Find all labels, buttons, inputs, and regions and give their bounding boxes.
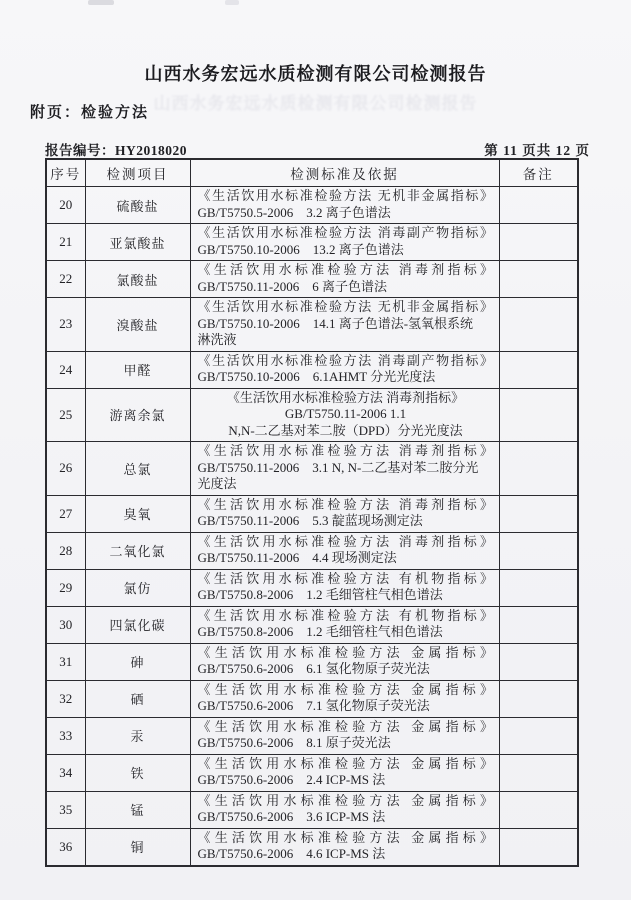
- table-row: [46, 187, 578, 224]
- table-header-row: [46, 159, 578, 187]
- row-number: 28: [46, 532, 85, 569]
- remark-cell: [499, 569, 578, 606]
- standard-line: GB/T5750.10-2006 6.1AHMT 分光光度法: [197, 369, 436, 384]
- standard-line: 《生活饮用水标准检验方法 无机非金属指标》: [197, 188, 494, 203]
- remark-cell: [499, 224, 578, 261]
- col-header-remark: 备注: [499, 159, 578, 187]
- standard-line: 《生活饮用水标准检验方法 有机物指标》: [197, 570, 494, 586]
- table-row: [46, 717, 578, 754]
- remark-cell: [499, 754, 578, 791]
- remark-cell: [499, 442, 578, 496]
- remark-cell: [499, 298, 578, 352]
- standard-line: 《生活饮用水标准检验方法 消毒剂指标》: [197, 496, 494, 512]
- standard-line: 《生活饮用水标准检验方法 金属指标》: [197, 829, 494, 845]
- standard-line: GB/T5750.6-2006 6.1 氢化物原子荧光法: [197, 661, 430, 676]
- remark-cell: [499, 717, 578, 754]
- remark-cell: [499, 351, 578, 388]
- remark-cell: [499, 532, 578, 569]
- table-row: [46, 261, 578, 298]
- table-row: [46, 532, 578, 569]
- standard-line: 《生活饮用水标准检验方法 消毒剂指标》: [197, 443, 494, 458]
- test-item: 甲醛: [85, 351, 190, 388]
- standard-basis: [190, 532, 499, 569]
- standard-basis: [190, 754, 499, 791]
- standard-line: 《生活饮用水标准检验方法 金属指标》: [197, 681, 494, 697]
- scan-artifact: [88, 0, 114, 5]
- standard-line: 《生活饮用水标准检验方法 金属指标》: [197, 792, 494, 808]
- test-item: 砷: [85, 643, 190, 680]
- table-row: [46, 680, 578, 717]
- table-row: [46, 351, 578, 388]
- remark-cell: [499, 643, 578, 680]
- table-row: [46, 224, 578, 261]
- standard-basis: [190, 791, 499, 828]
- standard-basis: [190, 261, 499, 298]
- standard-line: 光度法: [197, 476, 237, 491]
- row-number: 36: [46, 828, 85, 866]
- table-row: [46, 606, 578, 643]
- standard-line: 淋洗液: [197, 332, 237, 347]
- standard-line: GB/T5750.11-2006 1.1: [284, 406, 407, 421]
- test-item: 铁: [85, 754, 190, 791]
- remark-cell: [499, 187, 578, 224]
- row-number: 26: [46, 442, 85, 496]
- col-header-seq: 序号: [46, 159, 85, 187]
- standard-basis: [190, 569, 499, 606]
- standard-line: 《生活饮用水标准检验方法 消毒剂指标》: [226, 389, 465, 405]
- standard-line: 《生活饮用水标准检验方法 金属指标》: [197, 718, 494, 734]
- standard-basis: [190, 717, 499, 754]
- remark-cell: [499, 388, 578, 442]
- test-item: 亚氯酸盐: [85, 224, 190, 261]
- test-item: 氯酸盐: [85, 261, 190, 298]
- test-item: 铜: [85, 828, 190, 866]
- standard-line: 《生活饮用水标准检验方法 有机物指标》: [197, 607, 494, 623]
- standard-line: 《生活饮用水标准检验方法 金属指标》: [197, 644, 494, 660]
- page-indicator: 第 11 页共 12 页: [484, 143, 590, 158]
- test-item: 硒: [85, 680, 190, 717]
- page-title: 山西水务宏远水质检测有限公司检测报告: [144, 64, 487, 84]
- standard-basis: [190, 298, 499, 352]
- remark-cell: [499, 791, 578, 828]
- standard-line: 《生活饮用水标准检验方法 金属指标》: [197, 755, 494, 771]
- standard-line: GB/T5750.11-2006 3.1 N, N-二乙基对苯二胺分光: [197, 459, 479, 475]
- standard-line: 《生活饮用水标准检验方法 消毒副产物指标》: [197, 225, 494, 240]
- row-number: 31: [46, 643, 85, 680]
- table-row: [46, 495, 578, 532]
- test-item: 汞: [85, 717, 190, 754]
- remark-cell: [499, 495, 578, 532]
- report-number: [45, 139, 187, 159]
- standard-basis: [190, 351, 499, 388]
- row-number: 23: [46, 298, 85, 352]
- test-item: 锰: [85, 791, 190, 828]
- row-number: 20: [46, 187, 85, 224]
- standard-basis: [190, 442, 499, 496]
- row-number: 34: [46, 754, 85, 791]
- table-row: [46, 569, 578, 606]
- remark-cell: [499, 828, 578, 866]
- table-row: [46, 298, 578, 352]
- row-number: 29: [46, 569, 85, 606]
- report-number-value: HY2018020: [115, 143, 187, 158]
- row-number: 32: [46, 680, 85, 717]
- standard-line: GB/T5750.11-2006 5.3 靛蓝现场测定法: [197, 513, 423, 528]
- row-number: 35: [46, 791, 85, 828]
- standard-line: GB/T5750.6-2006 4.6 ICP-MS 法: [197, 846, 386, 861]
- standard-line: 《生活饮用水标准检验方法 消毒剂指标》: [197, 262, 494, 277]
- table-row: [46, 828, 578, 866]
- col-header-item: 检测项目: [85, 159, 190, 187]
- standard-line: GB/T5750.10-2006 14.1 离子色谱法-氢氧根系统: [197, 315, 474, 331]
- standard-line: GB/T5750.6-2006 3.6 ICP-MS 法: [197, 809, 386, 824]
- report-number-label: 报告编号：: [45, 143, 115, 158]
- table-row: [46, 643, 578, 680]
- standard-basis: [190, 606, 499, 643]
- methods-table-body: [46, 187, 578, 866]
- standard-basis: [190, 680, 499, 717]
- row-number: 27: [46, 495, 85, 532]
- standard-line: N,N-二乙基对苯二胺（DPD）分光光度法: [228, 422, 463, 438]
- table-row: [46, 388, 578, 442]
- standard-line: GB/T5750.5-2006 3.2 离子色谱法: [197, 204, 391, 220]
- test-item: 二氧化氯: [85, 532, 190, 569]
- remark-cell: [499, 680, 578, 717]
- standard-line: 《生活饮用水标准检验方法 消毒副产物指标》: [197, 352, 494, 368]
- title-ghost-artifact: 山西水务宏远水质检测有限公司检测报告: [153, 94, 478, 113]
- standard-line: GB/T5750.6-2006 7.1 氢化物原子荧光法: [197, 698, 430, 713]
- scan-artifact: [225, 0, 239, 5]
- table-row: [46, 754, 578, 791]
- standard-line: 《生活饮用水标准检验方法 消毒剂指标》: [197, 533, 494, 549]
- table-row: [46, 442, 578, 496]
- remark-cell: [499, 261, 578, 298]
- remark-cell: [499, 606, 578, 643]
- test-item: 游离余氯: [85, 388, 190, 442]
- standard-basis: [190, 495, 499, 532]
- test-item: 四氯化碳: [85, 606, 190, 643]
- standard-line: GB/T5750.8-2006 1.2 毛细管柱气相色谱法: [197, 624, 443, 639]
- test-item: 硫酸盐: [85, 187, 190, 224]
- standard-line: GB/T5750.11-2006 6 离子色谱法: [197, 278, 387, 294]
- row-number: 33: [46, 717, 85, 754]
- standard-line: GB/T5750.6-2006 2.4 ICP-MS 法: [197, 772, 386, 787]
- standard-line: GB/T5750.6-2006 8.1 原子荧光法: [197, 735, 391, 750]
- meta-row: [45, 139, 590, 159]
- col-header-standard: 检测标准及依据: [190, 159, 499, 187]
- test-item: 溴酸盐: [85, 298, 190, 352]
- standard-line: GB/T5750.10-2006 13.2 离子色谱法: [197, 241, 404, 257]
- standard-line: 《生活饮用水标准检验方法 无机非金属指标》: [197, 299, 494, 314]
- table-row: [46, 791, 578, 828]
- row-number: 21: [46, 224, 85, 261]
- row-number: 25: [46, 388, 85, 442]
- standard-basis: [190, 828, 499, 866]
- row-number: 30: [46, 606, 85, 643]
- standard-basis: [190, 187, 499, 224]
- test-item: 氯仿: [85, 569, 190, 606]
- row-number: 24: [46, 351, 85, 388]
- test-item: 臭氧: [85, 495, 190, 532]
- row-number: 22: [46, 261, 85, 298]
- test-item: 总氯: [85, 442, 190, 496]
- standard-basis: [190, 388, 499, 442]
- methods-table: [45, 158, 579, 867]
- standard-line: GB/T5750.8-2006 1.2 毛细管柱气相色谱法: [197, 587, 443, 602]
- standard-line: GB/T5750.11-2006 4.4 现场测定法: [197, 550, 397, 565]
- standard-basis: [190, 643, 499, 680]
- standard-basis: [190, 224, 499, 261]
- attachment-subtitle: 附页：检验方法: [30, 105, 150, 121]
